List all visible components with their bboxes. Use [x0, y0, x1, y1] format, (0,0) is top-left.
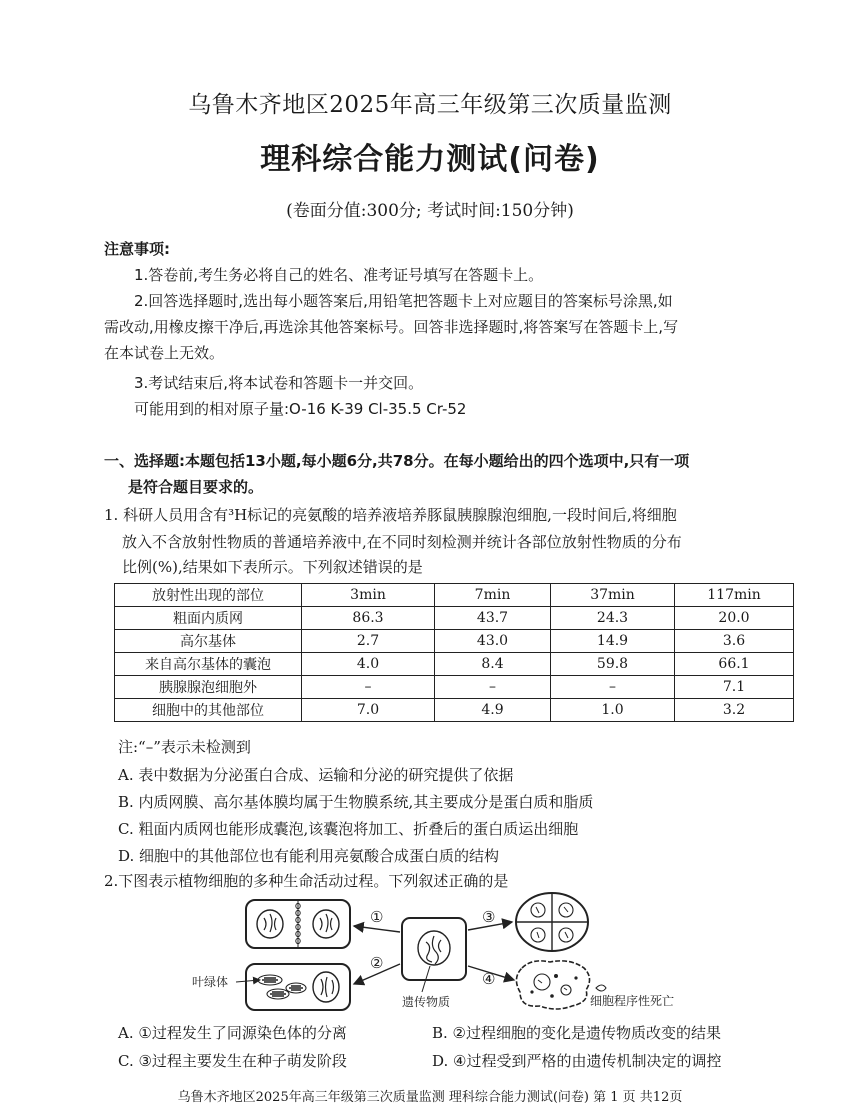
table-header-cell: 3min — [302, 584, 435, 607]
table-cell: – — [302, 676, 435, 699]
q2-option-d: D. ④过程受到严格的由遗传机制决定的调控 — [432, 1052, 722, 1070]
chloroplast-icon — [258, 975, 306, 999]
page-title: 理科综合能力测试(问卷) — [260, 142, 600, 177]
table-cell: 66.1 — [675, 653, 794, 676]
exam-title: 乌鲁木齐地区2025年高三年级第三次质量监测 — [188, 92, 672, 118]
table-cell: 粗面内质网 — [115, 607, 302, 630]
section-heading-line-2: 是符合题目要求的。 — [128, 478, 264, 496]
table-cell: 43.0 — [435, 630, 551, 653]
table-cell: 4.9 — [435, 699, 551, 722]
notice-item-2-line-3: 在本试卷上无效。 — [104, 344, 225, 362]
table-cell: 3.6 — [675, 630, 794, 653]
step-4-label: ④ — [482, 970, 496, 988]
table-header-cell: 37min — [551, 584, 675, 607]
table-header-cell: 7min — [435, 584, 551, 607]
q1-stem-line-1: 1. 科研人员用含有³H标记的亮氨酸的培养液培养豚鼠胰腺腺泡细胞,一段时间后,将细胞 — [104, 506, 677, 524]
pcd-label: 细胞程序性死亡 — [590, 994, 675, 1008]
table-row — [115, 653, 794, 676]
q2-option-a: A. ①过程发生了同源染色体的分离 — [118, 1024, 347, 1042]
table-cell: 来自高尔基体的囊泡 — [115, 653, 302, 676]
table-cell: 14.9 — [551, 630, 675, 653]
table-cell: 1.0 — [551, 699, 675, 722]
atomic-masses: 可能用到的相对原子量:O-16 K-39 Cl-35.5 Cr-52 — [134, 400, 467, 418]
table-cell: 2.7 — [302, 630, 435, 653]
table-row — [115, 607, 794, 630]
table-cell: 高尔基体 — [115, 630, 302, 653]
table-cell: – — [551, 676, 675, 699]
step-1-label: ① — [370, 908, 384, 926]
table-cell: 43.7 — [435, 607, 551, 630]
table-cell: 细胞中的其他部位 — [115, 699, 302, 722]
arrow-1 — [354, 926, 400, 932]
table-cell: 7.1 — [675, 676, 794, 699]
step-3-label: ③ — [482, 908, 496, 926]
q1-option-b: B. 内质网膜、高尔基体膜均属于生物膜系统,其主要成分是蛋白质和脂质 — [118, 793, 594, 811]
q1-stem-line-3: 比例(%),结果如下表所示。下列叙述错误的是 — [122, 558, 423, 576]
table-row — [115, 676, 794, 699]
q1-option-c: C. 粗面内质网也能形成囊泡,该囊泡将加工、折叠后的蛋白质运出细胞 — [118, 820, 579, 838]
table-cell: 3.2 — [675, 699, 794, 722]
table-cell: 86.3 — [302, 607, 435, 630]
notice-item-2-line-1: 2.回答选择题时,选出每小题答案后,用铅笔把答题卡上对应题目的答案标号涂黑,如 — [134, 292, 673, 310]
table-cell: 59.8 — [551, 653, 675, 676]
section-heading-line-1: 一、选择题:本题包括13小题,每小题6分,共78分。在每小题给出的四个选项中,只有一项 — [104, 452, 690, 470]
step-2-label: ② — [370, 954, 384, 972]
q2-option-b: B. ②过程细胞的变化是遗传物质改变的结果 — [432, 1024, 722, 1042]
table-header-cell: 117min — [675, 584, 794, 607]
notice-item-1: 1.答卷前,考生务必将自己的姓名、准考证号填写在答题卡上。 — [134, 266, 544, 284]
table-cell: 8.4 — [435, 653, 551, 676]
notice-item-2-line-2: 需改动,用橡皮擦干净后,再选涂其他答案标号。回答非选择题时,将答案写在答题卡上,写 — [104, 318, 679, 336]
table-row — [115, 630, 794, 653]
chloroplast-label: 叶绿体 — [192, 975, 229, 989]
q1-option-d: D. 细胞中的其他部位也有能利用亮氨酸合成蛋白质的结构 — [118, 847, 500, 865]
q2-option-c: C. ③过程主要发生在种子萌发阶段 — [118, 1052, 347, 1070]
differentiated-cell — [246, 964, 350, 1010]
cell-process-diagram — [192, 892, 732, 1018]
table-header-row — [115, 584, 794, 607]
table-cell: 4.0 — [302, 653, 435, 676]
table-cell: 20.0 — [675, 607, 794, 630]
table-cell: – — [435, 676, 551, 699]
table-header-cell: 放射性出现的部位 — [115, 584, 302, 607]
genetic-material-label: 遗传物质 — [402, 995, 451, 1009]
table-cell: 24.3 — [551, 607, 675, 630]
table-row — [115, 699, 794, 722]
page-footer: 乌鲁木齐地区2025年高三年级第三次质量监测 理科综合能力测试(问卷) 第 1 页 共12页 — [177, 1090, 683, 1105]
q1-option-a: A. 表中数据为分泌蛋白合成、运输和分泌的研究提供了依据 — [118, 766, 514, 784]
q1-table-note: 注:“–”表示未检测到 — [118, 738, 251, 756]
four-daughter-cells — [516, 893, 588, 951]
table-cell: 胰腺腺泡细胞外 — [115, 676, 302, 699]
q2-stem: 2.下图表示植物细胞的多种生命活动过程。下列叙述正确的是 — [104, 872, 509, 890]
q1-data-table — [114, 583, 794, 722]
genetic-material-cell — [402, 918, 466, 980]
notice-item-3: 3.考试结束后,将本试卷和答题卡一并交回。 — [134, 374, 424, 392]
dividing-cell — [246, 900, 350, 948]
notice-title: 注意事项: — [104, 240, 170, 258]
q1-stem-line-2: 放入不含放射性物质的普通培养液中,在不同时刻检测并统计各部位放射性物质的分布 — [122, 533, 682, 551]
score-time-line: (卷面分值:300分; 考试时间:150分钟) — [286, 201, 574, 221]
table-cell: 7.0 — [302, 699, 435, 722]
